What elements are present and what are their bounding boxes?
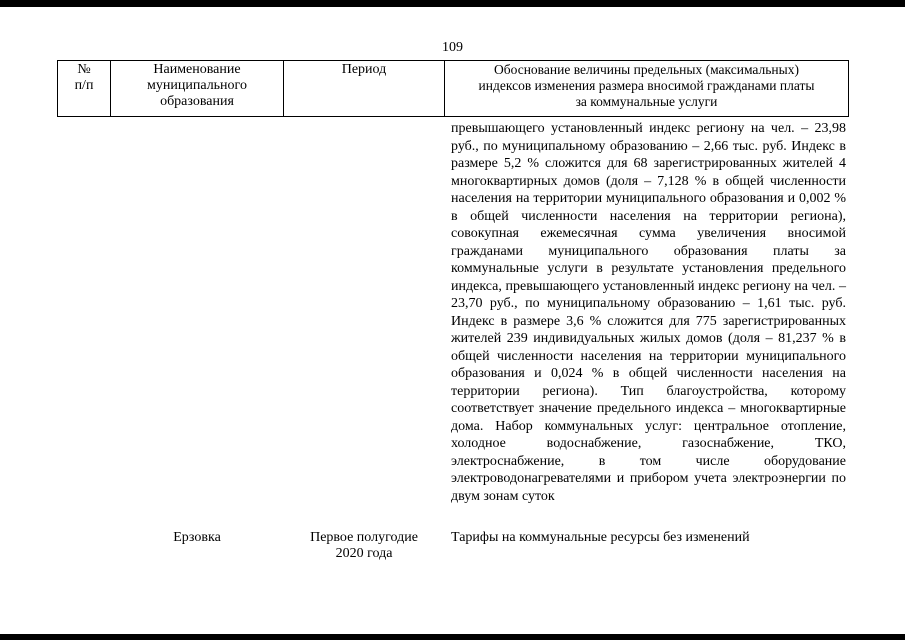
scan-border-bottom — [0, 634, 905, 640]
justification-continued-text: превышающего установленный индекс региону на чел. – 23,98 руб., по муниципальному образованию – 2,66 тыс. руб. Индекс в размере 5,2 % сложится для 68 зарегистрированных жителей 4 многоквартирных домов (доля – 7,128 % в общей численности населения на территории муниципального образования и 0,002 % в общей численности населения на территории региона), совокупная ежемесячная сумма увеличения вносимой гражданами муниципального образования платы за коммунальные услуги в результате установления предельного индекса, превышающего установленный индекс региону на чел. – 23,70 руб., по муниципальному образованию – 1,61 тыс. руб. Индекс в размере 3,6 % сложится для 775 зарегистрированных жителей 239 индивидуальных жилых домов (доля – 81,237 % в общей численности населения на территории муниципального образования и 0,024 % в общей численности населения на территории региона). Тип благоустройства, которому соответствует значение предельного индекса – многоквартирные дома. Набор коммунальных услуг: центральное отопление, холодное водоснабжение, газоснабжение, ТКО, электроснабжение, в том числе оборудование электроводонагревателями и прибором учета электроэнергии по двум зонам суток — [451, 121, 846, 504]
header-right-rule — [848, 60, 849, 117]
row-period: Первое полугодие 2020 года — [310, 530, 418, 561]
header-top-rule — [57, 60, 849, 61]
row-justification: Тарифы на коммунальные ресурсы без изменений — [451, 530, 750, 545]
scan-border-top — [0, 0, 905, 7]
header-bottom-rule — [57, 116, 849, 117]
page-number: 109 — [442, 40, 463, 55]
header-period: Период — [341, 62, 387, 77]
header-justification: Обоснование величины предельных (максимальных) индексов изменения размера вносимой гражданами платы за коммунальные услуги — [478, 62, 815, 109]
header-number: № п/п — [74, 62, 94, 93]
header-municipality: Наименование муниципального образования — [147, 62, 247, 109]
row-municipality: Ерзовка — [173, 530, 221, 545]
